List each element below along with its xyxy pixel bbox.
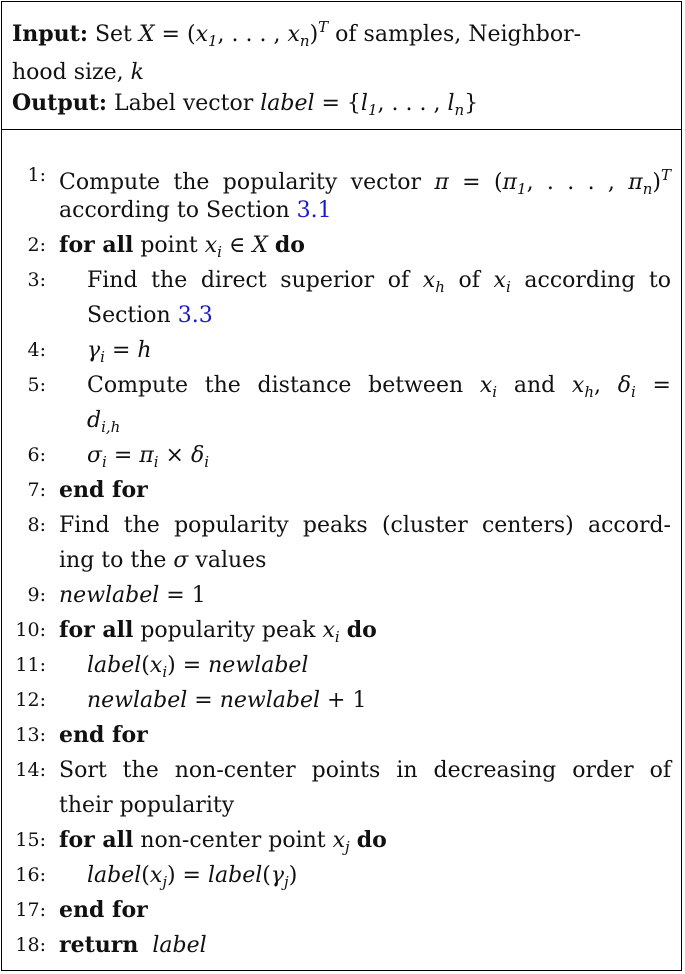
step-number: 7: bbox=[27, 479, 46, 501]
step-8-cont bbox=[2, 543, 681, 578]
step-number: 2: bbox=[27, 234, 46, 256]
step-number: 9: bbox=[27, 584, 46, 606]
step-number: 14: bbox=[15, 759, 46, 781]
step-13 bbox=[2, 718, 681, 753]
input-line: Input: Set $X = (x_1$, . . . , $x_n)^T$ of samples, Neighbor- bbox=[12, 18, 582, 50]
step-5-cont bbox=[2, 403, 681, 438]
step-5 bbox=[2, 368, 681, 403]
step-14 bbox=[2, 753, 681, 788]
step-text: end for bbox=[59, 897, 148, 923]
step-text: for all point $x_i$ ∈ X do bbox=[59, 232, 305, 261]
step-16 bbox=[2, 858, 681, 893]
step-14-cont bbox=[2, 788, 681, 823]
step-text: for all popularity peak $x_i$ do bbox=[59, 617, 377, 646]
step-text: according to Section 3.1 bbox=[59, 198, 332, 223]
step-text: $\gamma_i = h$ bbox=[87, 338, 152, 366]
step-text: Find the direct superior of $x_h$ of $x_i$ according to bbox=[87, 268, 671, 296]
step-4 bbox=[2, 333, 681, 368]
step-text: Section 3.3 bbox=[87, 303, 213, 328]
step-15 bbox=[2, 823, 681, 858]
step-number: 18: bbox=[15, 934, 46, 956]
step-text: Compute the popularity vector $\pi = (\pi_1$, . . . , $\pi_n)^T$ bbox=[59, 166, 671, 198]
input-line-2: hood size, k bbox=[12, 60, 145, 85]
step-text: for all non-center point $x_j$ do bbox=[59, 827, 387, 856]
step-text: $label(x_j)$ = $label(\gamma_j)$ bbox=[87, 863, 298, 891]
step-text: ing to the σ values bbox=[59, 548, 267, 573]
step-number: 13: bbox=[15, 724, 46, 746]
step-text: newlabel = newlabel + 1 bbox=[87, 688, 367, 713]
step-18 bbox=[2, 928, 681, 963]
step-number: 5: bbox=[27, 374, 46, 396]
output-label: Output: bbox=[12, 90, 107, 116]
step-12 bbox=[2, 683, 681, 718]
step-number: 17: bbox=[15, 899, 46, 921]
section-ref-3-1[interactable]: 3.1 bbox=[296, 198, 332, 223]
step-text: $label(x_i)$ = newlabel bbox=[87, 653, 309, 681]
step-2 bbox=[2, 228, 681, 263]
step-number: 16: bbox=[15, 864, 46, 886]
step-text: $d_{i,h}$ bbox=[87, 408, 121, 436]
step-1-cont bbox=[2, 193, 681, 228]
step-text: end for bbox=[59, 722, 148, 748]
step-text: Find the popularity peaks (cluster centers) accord- bbox=[59, 513, 671, 538]
step-text: their popularity bbox=[59, 793, 235, 818]
step-7 bbox=[2, 473, 681, 508]
step-3-cont bbox=[2, 298, 681, 333]
step-text: Compute the distance between $x_i$ and $x_h$, $\delta_i$ = bbox=[87, 373, 671, 401]
step-number: 1: bbox=[27, 164, 46, 186]
step-number: 12: bbox=[15, 689, 46, 711]
step-number: 4: bbox=[27, 339, 46, 361]
step-text: end for bbox=[59, 477, 148, 503]
section-ref-3-3[interactable]: 3.3 bbox=[177, 303, 213, 328]
step-text: return label bbox=[59, 932, 207, 958]
step-11 bbox=[2, 648, 681, 683]
step-text: $\sigma_i = \pi_i \times \delta_i$ bbox=[87, 443, 210, 471]
step-17 bbox=[2, 893, 681, 928]
algorithm-box bbox=[1, 1, 682, 971]
input-label: Input: bbox=[12, 21, 88, 47]
step-number: 3: bbox=[27, 269, 46, 291]
algorithm-header bbox=[2, 2, 681, 130]
step-1 bbox=[2, 158, 681, 198]
step-8 bbox=[2, 508, 681, 543]
step-3 bbox=[2, 263, 681, 298]
step-number: 15: bbox=[15, 829, 46, 851]
step-text: newlabel = 1 bbox=[59, 583, 206, 608]
step-number: 8: bbox=[27, 514, 46, 536]
step-number: 11: bbox=[15, 654, 46, 676]
step-9 bbox=[2, 578, 681, 613]
step-text: Sort the non-center points in decreasing order of bbox=[59, 758, 671, 783]
step-number: 10: bbox=[15, 619, 46, 641]
step-10 bbox=[2, 613, 681, 648]
step-number: 6: bbox=[27, 444, 46, 466]
output-line: Output: Label vector label = {$l_1$, . . . , $l_n$} bbox=[12, 90, 479, 119]
step-6 bbox=[2, 438, 681, 473]
